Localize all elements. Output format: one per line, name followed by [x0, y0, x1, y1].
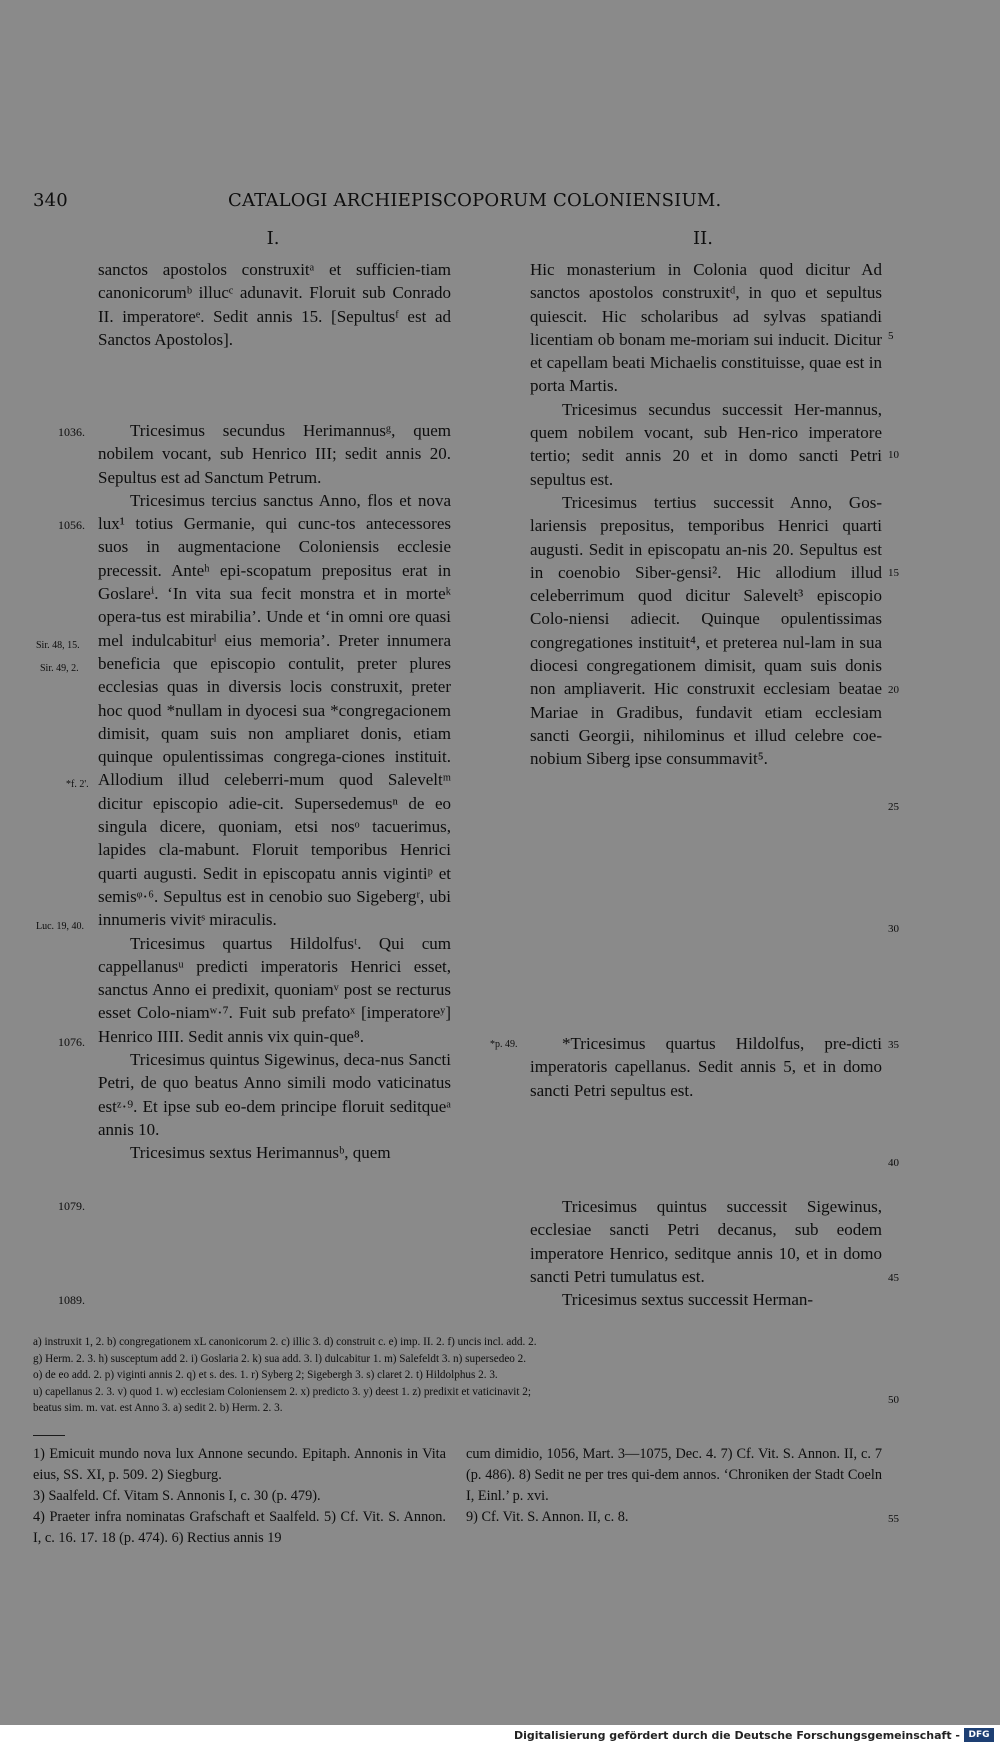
line-number: 40: [888, 1157, 899, 1169]
margin-reference: Sir. 48, 15.: [36, 640, 80, 651]
right-column-top: [530, 258, 882, 771]
left-paragraph: Tricesimus quartus Hildolfusᵗ. Qui cum cappellanusᵘ predicti imperatoris Henrici esset, sanctus Anno ei predixit, quoniamᵛ post se recturus esset Colo-niamʷ·⁷. Fuit sub prefatoˣ [imperatoreʸ] Henrico IIII. Sedit annis vix quin-que⁸.: [98, 933, 451, 1046]
left-paragraph: Tricesimus sextus Herimannusᵇ, quem: [130, 1143, 391, 1163]
footnote: 1) Emicuit mundo nova lux Annone secundo. Epitaph. Annonis in Vita eius, SS. XI, p. 509. 2) Siegburg.: [33, 1446, 446, 1483]
left-paragraph: sanctos apostolos construxitᵃ et sufficien-tiam canonicorumᵇ illucᶜ adunavit. Floruit sub Conrado II. imperatoreᵉ. Sedit annis 15. [Sepultusᶠ est ad Sanctos Apostolos].: [98, 260, 451, 349]
footnotes-right: [466, 1444, 882, 1528]
line-number: 50: [888, 1394, 899, 1406]
line-number: 25: [888, 801, 899, 813]
page-number: 340: [33, 190, 68, 211]
variant-note-line: g) Herm. 2. 3. h) susceptum add 2. i) Goslaria 2. k) sua add. 3. l) dulcabitur 1. m) Salefeldt 3. n) supersedeo 2.: [33, 1352, 527, 1365]
line-number: 45: [888, 1272, 899, 1284]
year-marker: 1056.: [58, 518, 85, 532]
line-number: 5: [888, 330, 894, 342]
footnotes-left: [33, 1444, 446, 1549]
left-paragraph: Tricesimus secundus Herimannusᵍ, quem nobilem vocant, sub Henrico III; sedit annis 20. Sepultus est ad Sanctum Petrum.: [98, 421, 451, 487]
left-paragraph: Tricesimus tercius sanctus Anno, flos et nova lux¹ totius Germanie, qui cunc-tos antecessores suos in augmentacione Coloniensis ecclesie precessit. Anteʰ epi-scopatum prepositus erat in Goslareⁱ. ‘In vita sua fecit monstra et in morteᵏ opera-tus est mirabilia’. Unde et ‘in omni ore quasi mel indulcabiturˡ eius memoria’. Preter innumera beneficia que episcopio contulit, preter plures ecclesias quas in diversis locis construxit, preter hoc quod *nullam in dyocesi sua *congregacionem dimisit, quam suis non ampliaret donis, etiam quinque opulentissimas congrega-ciones instituit. Allodium illud celeberri-mum quod Saleveltᵐ dicitur episcopio adie-cit. Supersedemusⁿ de eo singula dicere, quoniam, etsi nosᵒ tacuerimus, lapides cla-mabunt. Floruit temporibus Henrici quarti augusti. Sedit in episcopatu annis vigintiᵖ et semisᵠ·⁶. Sepultus est in cenobio suo Sigebergʳ, ubi innumeris vivitˢ miraculis.: [98, 490, 451, 930]
digitization-credit: Digitalisierung gefördert durch die Deutsche Forschungsgemeinschaft -: [513, 1729, 960, 1742]
variant-notes: [33, 1334, 883, 1417]
year-marker: 1036.: [58, 425, 85, 439]
right-column-bottom: [530, 1195, 882, 1311]
variant-note-line: a) instruxit 1, 2. b) congregationem xL canonicorum 2. c) illic 3. d) construit c. e) imp. II. 2. f) uncis incl. add. 2.: [33, 1336, 537, 1348]
margin-reference: Sir. 49, 2.: [40, 663, 79, 674]
year-marker: 1076.: [58, 1035, 85, 1049]
column-label-left: I.: [266, 228, 280, 249]
right-paragraph: Tricesimus sextus successit Herman-: [562, 1290, 814, 1310]
dfg-logo: DFG: [964, 1728, 994, 1742]
footnote: 9) Cf. Vit. S. Annon. II, c. 8.: [466, 1509, 629, 1525]
line-number: 55: [888, 1513, 899, 1525]
variant-note-line: u) capellanus 2. 3. v) quod 1. w) ecclesiam Coloniensem 2. x) predicto 3. y) deest 1. z) predixit et vaticinavit 2;: [33, 1385, 532, 1398]
footnote: 4) Praeter infra nominatas Grafschaft et Saalfeld. 5) Cf. Vit. S. Annon. I, c. 16. 17. 18 (p. 474). 6) Rectius annis 19: [33, 1509, 446, 1546]
year-marker: 1079.: [58, 1199, 85, 1213]
margin-reference: *f. 2'.: [66, 779, 89, 790]
footnote: 3) Saalfeld. Cf. Vitam S. Annonis I, c. 30 (p. 479).: [33, 1488, 321, 1504]
line-number: 30: [888, 923, 899, 935]
year-marker: 1089.: [58, 1293, 85, 1307]
line-number: 20: [888, 684, 899, 696]
right-column-middle: [530, 1032, 882, 1102]
line-number: 15: [888, 567, 899, 579]
variant-note-line: beatus sim. m. vat. est Anno 3. a) sedit 2. b) Herm. 2. 3.: [33, 1402, 283, 1414]
right-paragraph: Hic monasterium in Colonia quod dicitur Ad sanctos apostolos construxitᵈ, in quo et sepultus quiescit. Hic scholaribus ad sylvas spatiandi licentiam ob bonam me-moriam sui inducit. Dicitur et capellam beati Michaelis constituisse, quae est in porta Martis.: [530, 260, 882, 396]
left-column-top: [98, 258, 451, 351]
line-number: 35: [888, 1039, 899, 1051]
footnote-divider: [33, 1435, 65, 1436]
variant-note-line: o) de eo add. 2. p) viginti annis 2. q) et s. des. 1. r) Syberg 2; Sigebergh 3. s) claret 2. t) Hildolphus 2. 3.: [33, 1369, 498, 1381]
right-paragraph: Tricesimus quintus successit Sigewinus, ecclesiae sancti Petri decanus, sub eodem imperatore Henrico, seditque annis 10, et in domo sancti Petri tumulatus est.: [530, 1197, 882, 1286]
right-paragraph: Tricesimus tertius successit Anno, Gos-lariensis prepositus, temporibus Henrici quarti augusti. Sedit in episcopatu an-nis 20. Sepultus est in coenobio Siber-gensi². Hic allodium illud celeberrimum quod dicitur Salevelt³ episcopio Colo-niensi adiecit. Quinque opulentissimas congregationes instituit⁴, et preterea nul-lam in sua diocesi congregationem dimisit, quam suis donis non ampliaverit. Hic construxit ecclesiam beatae Mariae in Gradibus, fundavit etiam ecclesiam sancti Georgii, nihilominus et illud celebre coe-nobium Siberg ipse consummavit⁵.: [530, 492, 882, 769]
left-paragraph: Tricesimus quintus Sigewinus, deca-nus Sancti Petri, de quo beatus Anno simili modo vaticinatus estᶻ·⁹. Et ipse sub eo-dem principe floruit seditqueᵃ annis 10.: [98, 1050, 451, 1139]
running-title: CATALOGI ARCHIEPISCOPORUM COLONIENSIUM.: [228, 190, 722, 211]
right-paragraph: Tricesimus secundus successit Her-mannus, quem nobilem vocant, sub Hen-rico imperatore tertio; sedit annis 20 et in domo sancti Petri sepultus est.: [530, 399, 882, 489]
margin-reference: Luc. 19, 40.: [36, 921, 85, 932]
line-number: 10: [888, 449, 899, 461]
left-column-body: [98, 419, 451, 1165]
margin-reference: *p. 49.: [490, 1039, 518, 1050]
right-paragraph: *Tricesimus quartus Hildolfus, pre-dicti imperatoris capellanus. Sedit annis 5, et in domo sancti Petri sepultus est.: [530, 1034, 882, 1100]
column-label-right: II.: [693, 228, 713, 249]
footnote: cum dimidio, 1056, Mart. 3—1075, Dec. 4. 7) Cf. Vit. S. Annon. II, c. 7 (p. 486). 8) Sedit ne per tres qui-dem annos. ‘Chroniken der Stadt Coeln I, Einl.’ p. xvi.: [466, 1446, 882, 1504]
